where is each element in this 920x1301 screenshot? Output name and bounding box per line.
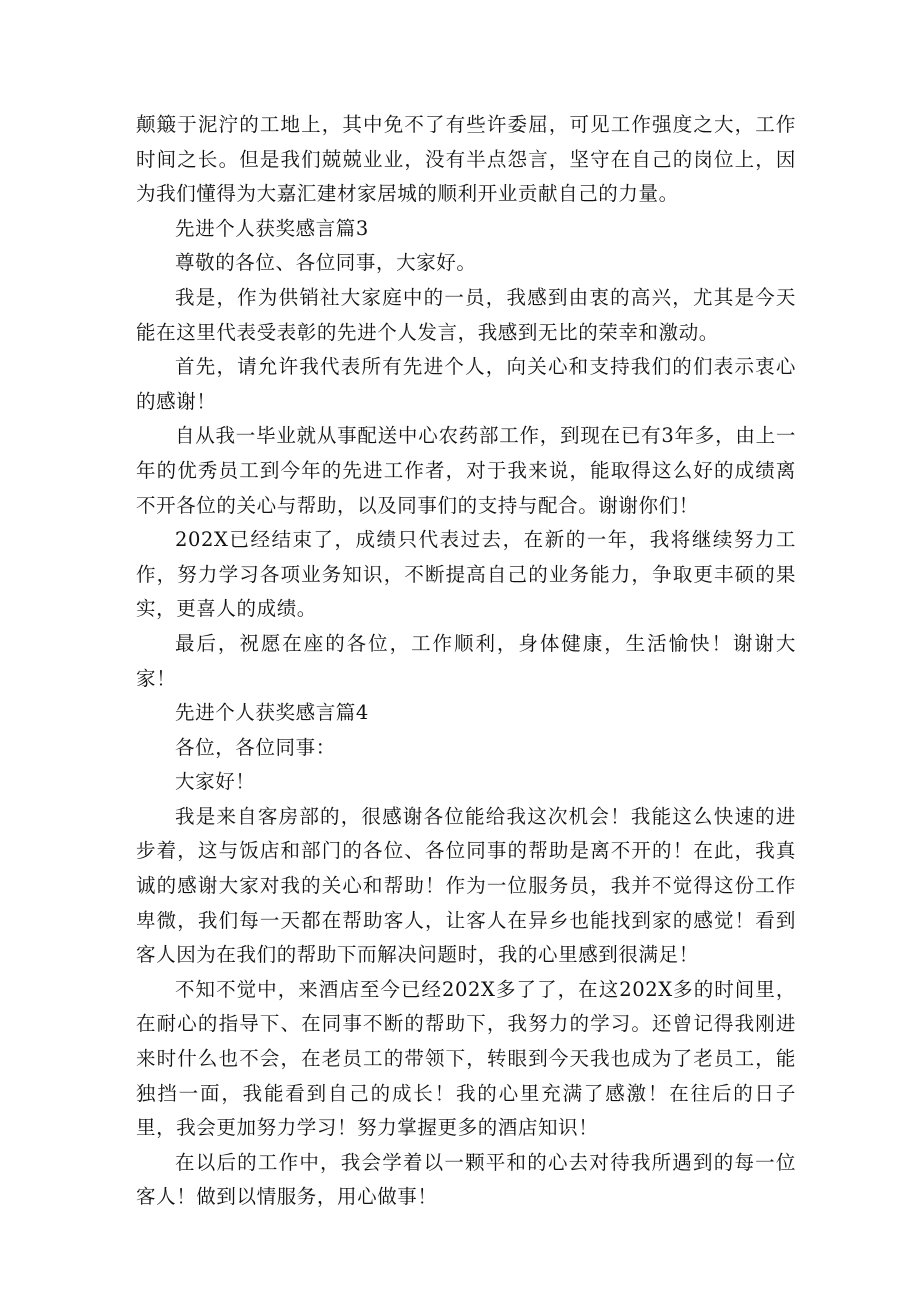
paragraph: 自从我一毕业就从事配送中心农药部工作，到现在已有3年多，由上一年的优秀员工到今年的先进工作者，对于我来说，能取得这么好的成绩离不开各位的关心与帮助，以及同事们的支持与配合。谢谢你们！ (136, 424, 796, 517)
paragraph-continuation: 颠簸于泥泞的工地上，其中免不了有些许委屈，可见工作强度之大，工作时间之长。但是我们兢兢业业，没有半点怨言，坚守在自己的岗位上，因为我们懂得为大嘉汇建材家居城的顺利开业贡献自己的力量。 (136, 113, 796, 206)
section-heading-3: 先进个人获奖感言篇3 (175, 216, 369, 240)
paragraph: 不知不觉中，来酒店至今已经202X多了了，在这202X多的时间里，在耐心的指导下、在同事不断的帮助下，我努力的学习。还曾记得我刚进来时什么也不会，在老员工的带领下，转眼到今天我也成为了老员工，能独挡一面，我能看到自己的成长！我的心里充满了感激！在往后的日子里，我会更加努力学习！努力掌握更多的酒店知识！ (136, 977, 796, 1140)
paragraph: 202X已经结束了，成绩只代表过去，在新的一年，我将继续努力工作，努力学习各项业务知识，不断提高自己的业务能力，争取更丰硕的果实，更喜人的成绩。 (136, 528, 796, 621)
paragraph-greeting-4: 大家好！ (175, 770, 256, 794)
section-heading-4: 先进个人获奖感言篇4 (175, 701, 369, 725)
paragraph-closing-3: 最后，祝愿在座的各位，工作顺利，身体健康，生活愉快！谢谢大家！ (136, 631, 796, 690)
paragraph: 我是来自客房部的，很感谢各位能给我这次机会！我能这么快速的进步着，这与饭店和部门的各位、各位同事的帮助是离不开的！在此，我真诚的感谢大家对我的关心和帮助！作为一位服务员，我并不觉得这份工作卑微，我们每一天都在帮助客人，让客人在异乡也能找到家的感觉！看到客人因为在我们的帮助下而解决问题时，我的心里感到很满足！ (136, 804, 796, 967)
paragraph-greeting-3: 尊敬的各位、各位同事，大家好。 (175, 251, 477, 275)
document-body (136, 108, 796, 1215)
paragraph: 在以后的工作中，我会学着以一颗平和的心去对待我所遇到的每一位客人！做到以情服务，用心做事！ (136, 1150, 796, 1209)
paragraph-salutation-4: 各位，各位同事： (175, 735, 336, 759)
paragraph: 我是，作为供销社大家庭中的一员，我感到由衷的高兴，尤其是今天能在这里代表受表彰的先进个人发言，我感到无比的荣幸和激动。 (136, 285, 796, 344)
paragraph: 首先，请允许我代表所有先进个人，向关心和支持我们的们表示衷心的感谢！ (136, 355, 796, 413)
